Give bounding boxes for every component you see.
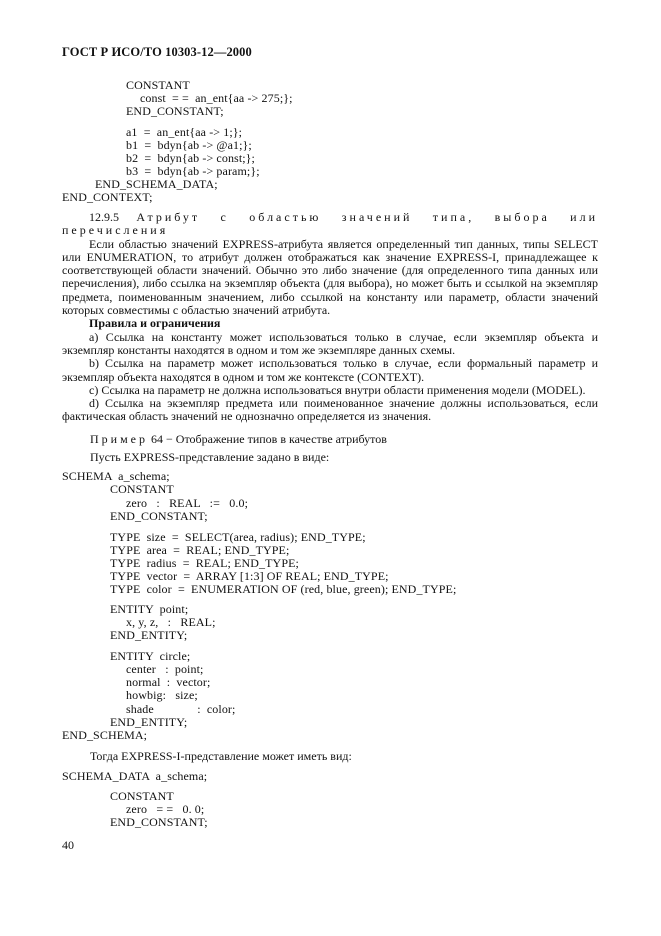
code-line: TYPE area = REAL; END_TYPE; <box>110 543 290 557</box>
code-line: SCHEMA a_schema; <box>62 469 170 483</box>
code-line: END_SCHEMA; <box>62 728 148 742</box>
code-line: END_ENTITY; <box>110 715 188 729</box>
code-line: CONSTANT <box>110 482 174 496</box>
code-line: shade : color; <box>126 702 236 716</box>
code-line: TYPE size = SELECT(area, radius); END_TYPE; <box>110 530 366 544</box>
code-line: END_ENTITY; <box>110 628 188 642</box>
code-line: ENTITY circle; <box>110 649 191 663</box>
code-line: END_CONSTANT; <box>110 509 208 523</box>
code-line: x, y, z, : REAL; <box>126 615 216 629</box>
code-line: ENTITY point; <box>110 602 189 616</box>
code-line: const = = an_ent{aa -> 275;}; <box>140 91 293 105</box>
code-line: CONSTANT <box>126 78 190 92</box>
code-line: END_CONSTANT; <box>110 815 208 829</box>
rule-c: c) Ссылка на параметр не должна использоваться внутри области применения модели (MODEL). <box>89 382 586 397</box>
code-line: normal : vector; <box>126 675 211 689</box>
code-line: TYPE vector = ARRAY [1:3] OF REAL; END_TYPE; <box>110 569 389 583</box>
code-line: TYPE radius = REAL; END_TYPE; <box>110 556 299 570</box>
example-label: П р и м е р 64 <box>90 432 164 446</box>
code-line: SCHEMA_DATA a_schema; <box>62 769 208 783</box>
section-body: Если областью значений EXPRESS-атрибута является определенный тип данных, типы SELECT или ENUMERATION, то атрибут должен отображаться как значение EXPRESS-I, принадлежащее к соответствующей области значений. Обычно это либо значение (для определенного типа данных или перечисления), либо ссылка на экземпляр объекта (для выбора), но может быть и ссылкой на экземпляр предмета, поименованным значением, либо ссылкой на константу или параметр, области значений которых совместимы с областью значений атрибута. <box>62 236 598 318</box>
code-line: zero : REAL := 0.0; <box>126 496 249 510</box>
example-intro: Пусть EXPRESS-представление задано в виде: <box>90 450 330 464</box>
example-caption <box>90 433 387 446</box>
section-heading: Атрибут с областью значений типа, выбора или перечисления <box>62 210 598 238</box>
code-line: a1 = an_ent{aa -> 1;}; <box>126 125 243 139</box>
code-line: center : point; <box>126 662 204 676</box>
code-line: b3 = bdyn{ab -> param;}; <box>126 164 260 178</box>
section-number: 12.9.5 <box>89 210 119 224</box>
rule-b: b) Ссылка на параметр может использоваться только в случае, если формальный параметр и экземпляр объекта находятся в одном и том же контексте (CONTEXT). <box>62 356 598 384</box>
document-header: ГОСТ Р ИСО/ТО 10303-12—2000 <box>62 45 252 59</box>
rule-d: d) Ссылка на экземпляр предмета или поименованное значение должны использоваться, если фактическая область значений не однозначно определяется из значения. <box>62 396 598 424</box>
code-line: zero = = 0. 0; <box>126 802 205 816</box>
section-text <box>62 211 598 424</box>
code-line: b2 = bdyn{ab -> const;}; <box>126 151 255 165</box>
code-line: END_CONTEXT; <box>62 190 153 204</box>
example-then: Тогда EXPRESS-I-представление может иметь вид: <box>90 749 352 763</box>
code-line: TYPE color = ENUMERATION OF (red, blue, green); END_TYPE; <box>110 582 457 596</box>
code-line: howbig: size; <box>126 688 198 702</box>
code-line: END_SCHEMA_DATA; <box>95 177 218 191</box>
page-number: 40 <box>62 838 74 852</box>
code-line: END_CONSTANT; <box>126 104 224 118</box>
example-title: − Отображение типов в качестве атрибутов <box>163 432 387 446</box>
code-line: CONSTANT <box>110 789 174 803</box>
rule-a: a) Ссылка на константу может использоваться только в случае, если экземпляр объекта и экземпляр константы находятся в одном и том же экземпляре данных схемы. <box>62 329 598 357</box>
rules-title: Правила и ограничения <box>89 316 221 331</box>
code-line: b1 = bdyn{ab -> @a1;}; <box>126 138 252 152</box>
